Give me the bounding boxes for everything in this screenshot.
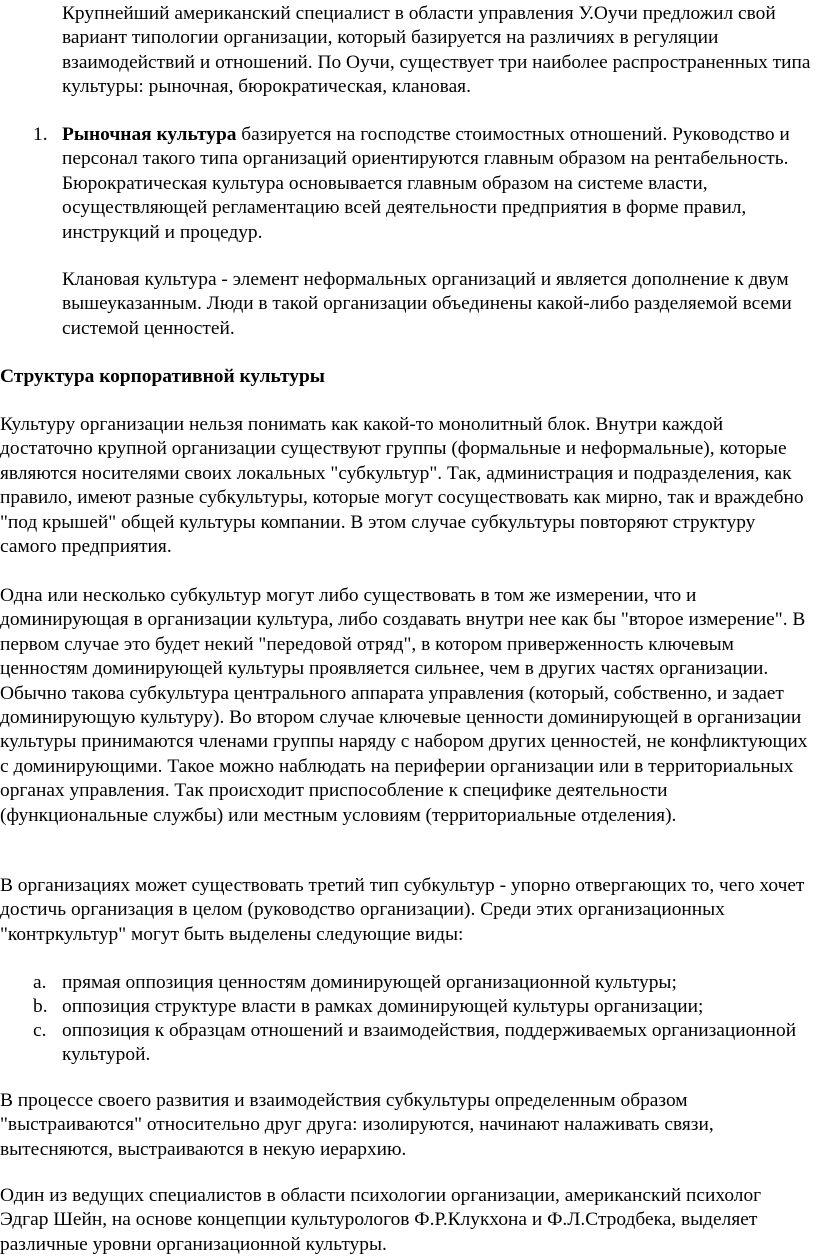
list-letter-marker: b. [33, 996, 48, 1017]
numbered-item-text [62, 123, 814, 245]
section-heading: Структура корпоративной культуры [0, 366, 325, 387]
list-item-text: оппозиция к образцам отношений и взаимодействия, поддерживаемых организационной культурой. [62, 1020, 797, 1066]
body-paragraph-2: Одна или несколько субкультур могут либо существовать в том же измерении, что и доминирующая в организации культура, либо создавать внутри нее как бы "второе измерение". В первом случае это будет некий "передовой отряд", в котором приверженность ключевым ценностям доминирующей культуры проявляется сильнее, чем в других частях организации. Обычно такова субкультура центрального аппарата управления (который, собственно, и задает доминирующую культуру). Во втором случае ключевые ценности доминирующей в организации культуры принимаются членами группы наряду с набором других ценностей, не конфликтующих с доминирующими. Такое можно наблюдать на периферии организации или в территориальных органах управления. Так происходит приспособление к специфике деятельности (функциональные службы) или местным условиям (территориальные отделения). [0, 585, 808, 826]
list-number-marker: 1. [33, 124, 48, 145]
body-paragraph-3: В организациях может существовать третий тип субкультур - упорно отвергающих то, чего хочет достичь организация в целом (руководство организации). Среди этих организационных "контркультур" могут быть выделены следующие виды: [0, 875, 805, 945]
body-paragraph-1: Культуру организации нельзя понимать как какой-то монолитный блок. Внутри каждой достаточно крупной организации существуют группы (формальные и неформальные), которые являются носителями своих локальных "субкультур". Так, администрация и подразделения, как правило, имеют разные субкультуры, которые могут сосуществовать как мирно, так и враждебно "под крышей" общей культуры компании. В этом случае субкультуры повторяют структуру самого предприятия. [0, 414, 804, 558]
bold-term: Рыночная культура [62, 124, 237, 145]
numbered-item-rest: базируется на господстве стоимостных отношений. Руководство и персонал такого типа организаций ориентируются главным образом на рентабельность. Бюрократическая культура основывается главным образом на системе власти, осуществляющей регламентацию всей деятельности предприятия в форме правил, инструкций и процедур. [62, 124, 790, 243]
body-paragraph-5: Один из ведущих специалистов в области психологии организации, американский психолог Эдгар Шейн, на основе концепции культурологов Ф.Р.Клукхона и Ф.Л.Стродбека, выделяет различные уровни организационной культуры. [0, 1185, 762, 1255]
intro-paragraph: Крупнейший американский специалист в области управления У.Оучи предложил свой вариант типологии организации, который базируется на различиях в регуляции взаимодействий и отношений. По Оучи, существует три наиболее распространенных типа культуры: рыночная, бюрократическая, клановая. [62, 3, 811, 98]
list-letter-marker: c. [33, 1020, 47, 1041]
clan-culture-paragraph: Клановая культура - элемент неформальных организаций и является дополнение к двум вышеуказанным. Люди в такой организации объединены какой-либо разделяемой всеми системой ценностей. [62, 269, 792, 339]
list-letter-marker: a. [33, 972, 47, 993]
list-item-text: оппозиция структуре власти в рамках доминирующей культуры организации; [62, 996, 704, 1017]
list-item-text: прямая оппозиция ценностям доминирующей организационной культуры; [62, 972, 677, 993]
body-paragraph-4: В процессе своего развития и взаимодействия субкультуры определенным образом "выстраиваются" относительно друг друга: изолируются, начинают налаживать связи, вытесняются, выстраиваются в некую иерархию. [0, 1090, 714, 1160]
